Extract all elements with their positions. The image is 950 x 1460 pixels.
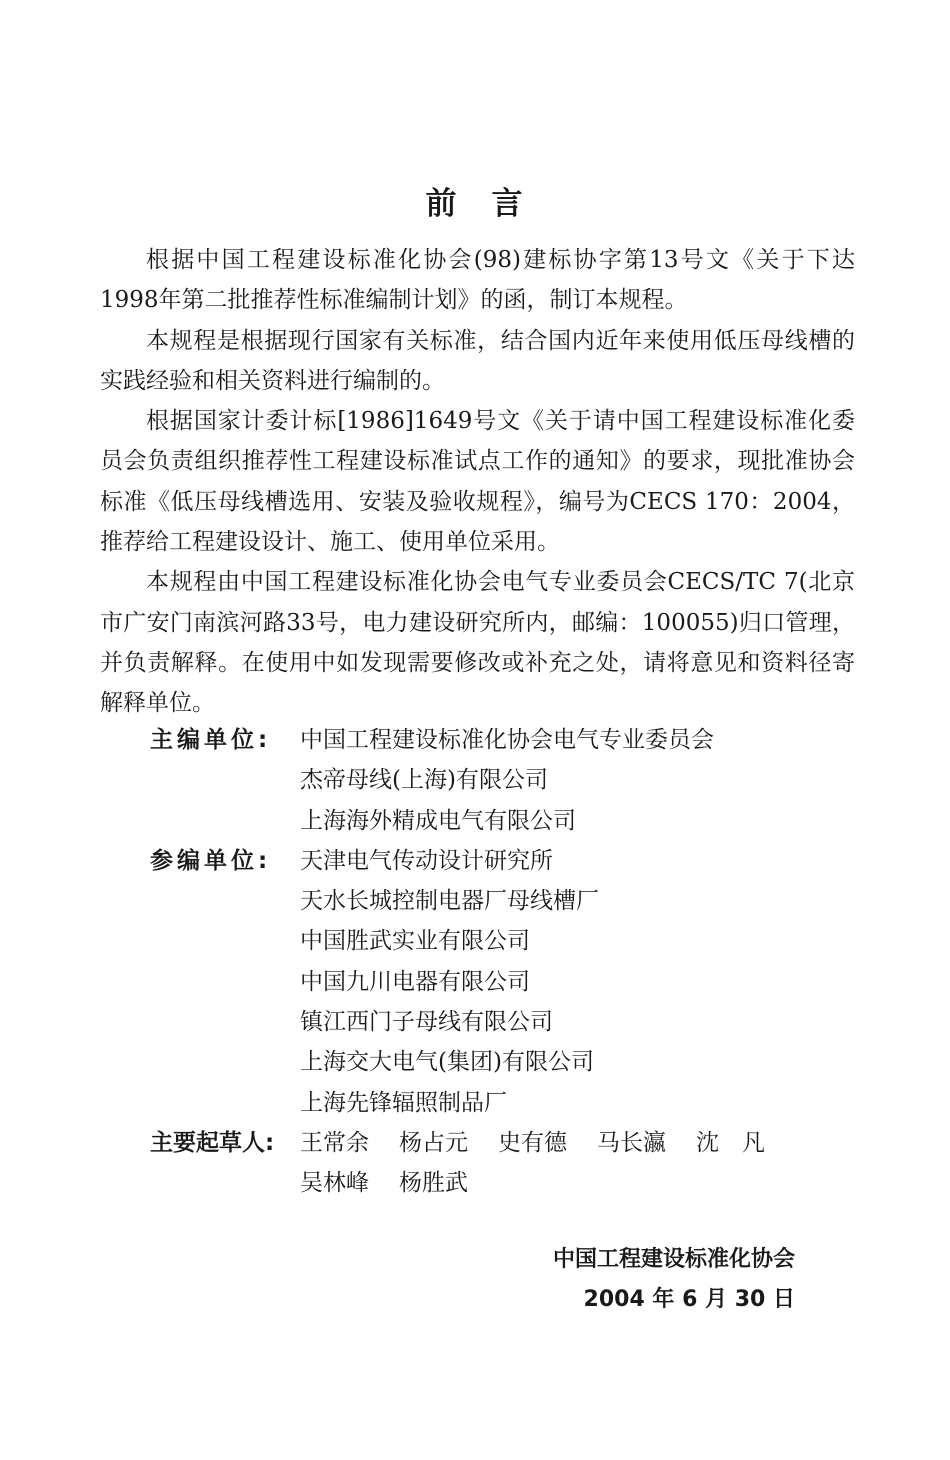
participating-unit-item: 中国胜武实业有限公司	[300, 928, 530, 955]
participating-unit-item: 中国九川电器有限公司	[300, 968, 530, 995]
paragraph-1: 根据中国工程建设标准化协会(98)建标协字第13号文《关于下达1998年第二批推荐性标准编制计划》的函，制订本规程。	[100, 247, 855, 314]
participating-units-label: 参编单位:	[150, 847, 272, 874]
paragraph-2: 本规程是根据现行国家有关标准，结合国内近年来使用低压母线槽的实践经验和相关资料进行编制的。	[100, 327, 855, 394]
drafters-group	[150, 1123, 870, 1204]
participating-unit-item: 上海交大电气(集团)有限公司	[300, 1049, 594, 1076]
chief-unit-item: 杰帝母线(上海)有限公司	[300, 767, 548, 794]
drafters-label: 主要起草人:	[150, 1129, 275, 1156]
drafter-name: 杨胜武	[399, 1170, 468, 1197]
page-title: 前 言	[425, 186, 525, 222]
drafter-name: 沈 凡	[696, 1129, 765, 1156]
drafter-name: 杨占元	[399, 1129, 468, 1156]
participating-unit-item: 上海先锋辐照制品厂	[300, 1089, 507, 1116]
chief-units-label: 主编单位:	[150, 727, 272, 753]
drafter-name: 吴林峰	[300, 1170, 369, 1197]
chief-units-group	[150, 720, 870, 841]
drafter-name: 王常余	[300, 1129, 369, 1156]
participating-units-group	[150, 841, 870, 1123]
signature-block	[0, 1240, 795, 1320]
participating-unit-item: 天水长城控制电器厂母线槽厂	[300, 888, 599, 915]
chief-unit-item: 上海海外精成电气有限公司	[300, 807, 576, 834]
preface-body	[100, 240, 855, 724]
credits-section	[150, 720, 870, 1204]
drafters-list	[300, 1123, 795, 1204]
drafter-name: 史有德	[498, 1129, 567, 1156]
participating-unit-item: 天津电气传动设计研究所	[300, 847, 553, 874]
chief-units-list	[300, 720, 714, 841]
participating-units-list	[300, 841, 599, 1123]
signature-date: 2004 年 6 月 30 日	[583, 1287, 795, 1312]
participating-unit-item: 镇江西门子母线有限公司	[300, 1009, 553, 1036]
drafters-row-2	[300, 1163, 795, 1203]
drafters-row-1	[300, 1123, 795, 1163]
drafter-name: 马长瀛	[597, 1129, 666, 1156]
chief-unit-item: 中国工程建设标准化协会电气专业委员会	[300, 727, 714, 753]
paragraph-4: 本规程由中国工程建设标准化协会电气专业委员会CECS/TC 7(北京市广安门南滨河路33号，电力建设研究所内，邮编：100055)归口管理，并负责解释。在使用中如发现需要修改或补充之处，请将意见和资料径寄解释单位。	[100, 569, 855, 717]
paragraph-3: 根据国家计委计标[1986]1649号文《关于请中国工程建设标准化委员会负责组织推荐性工程建设标准试点工作的通知》的要求，现批准协会标准《低压母线槽选用、安装及验收规程》，编号为CECS 170：2004，推荐给工程建设设计、施工、使用单位采用。	[100, 408, 855, 556]
signature-org: 中国工程建设标准化协会	[552, 1247, 795, 1272]
